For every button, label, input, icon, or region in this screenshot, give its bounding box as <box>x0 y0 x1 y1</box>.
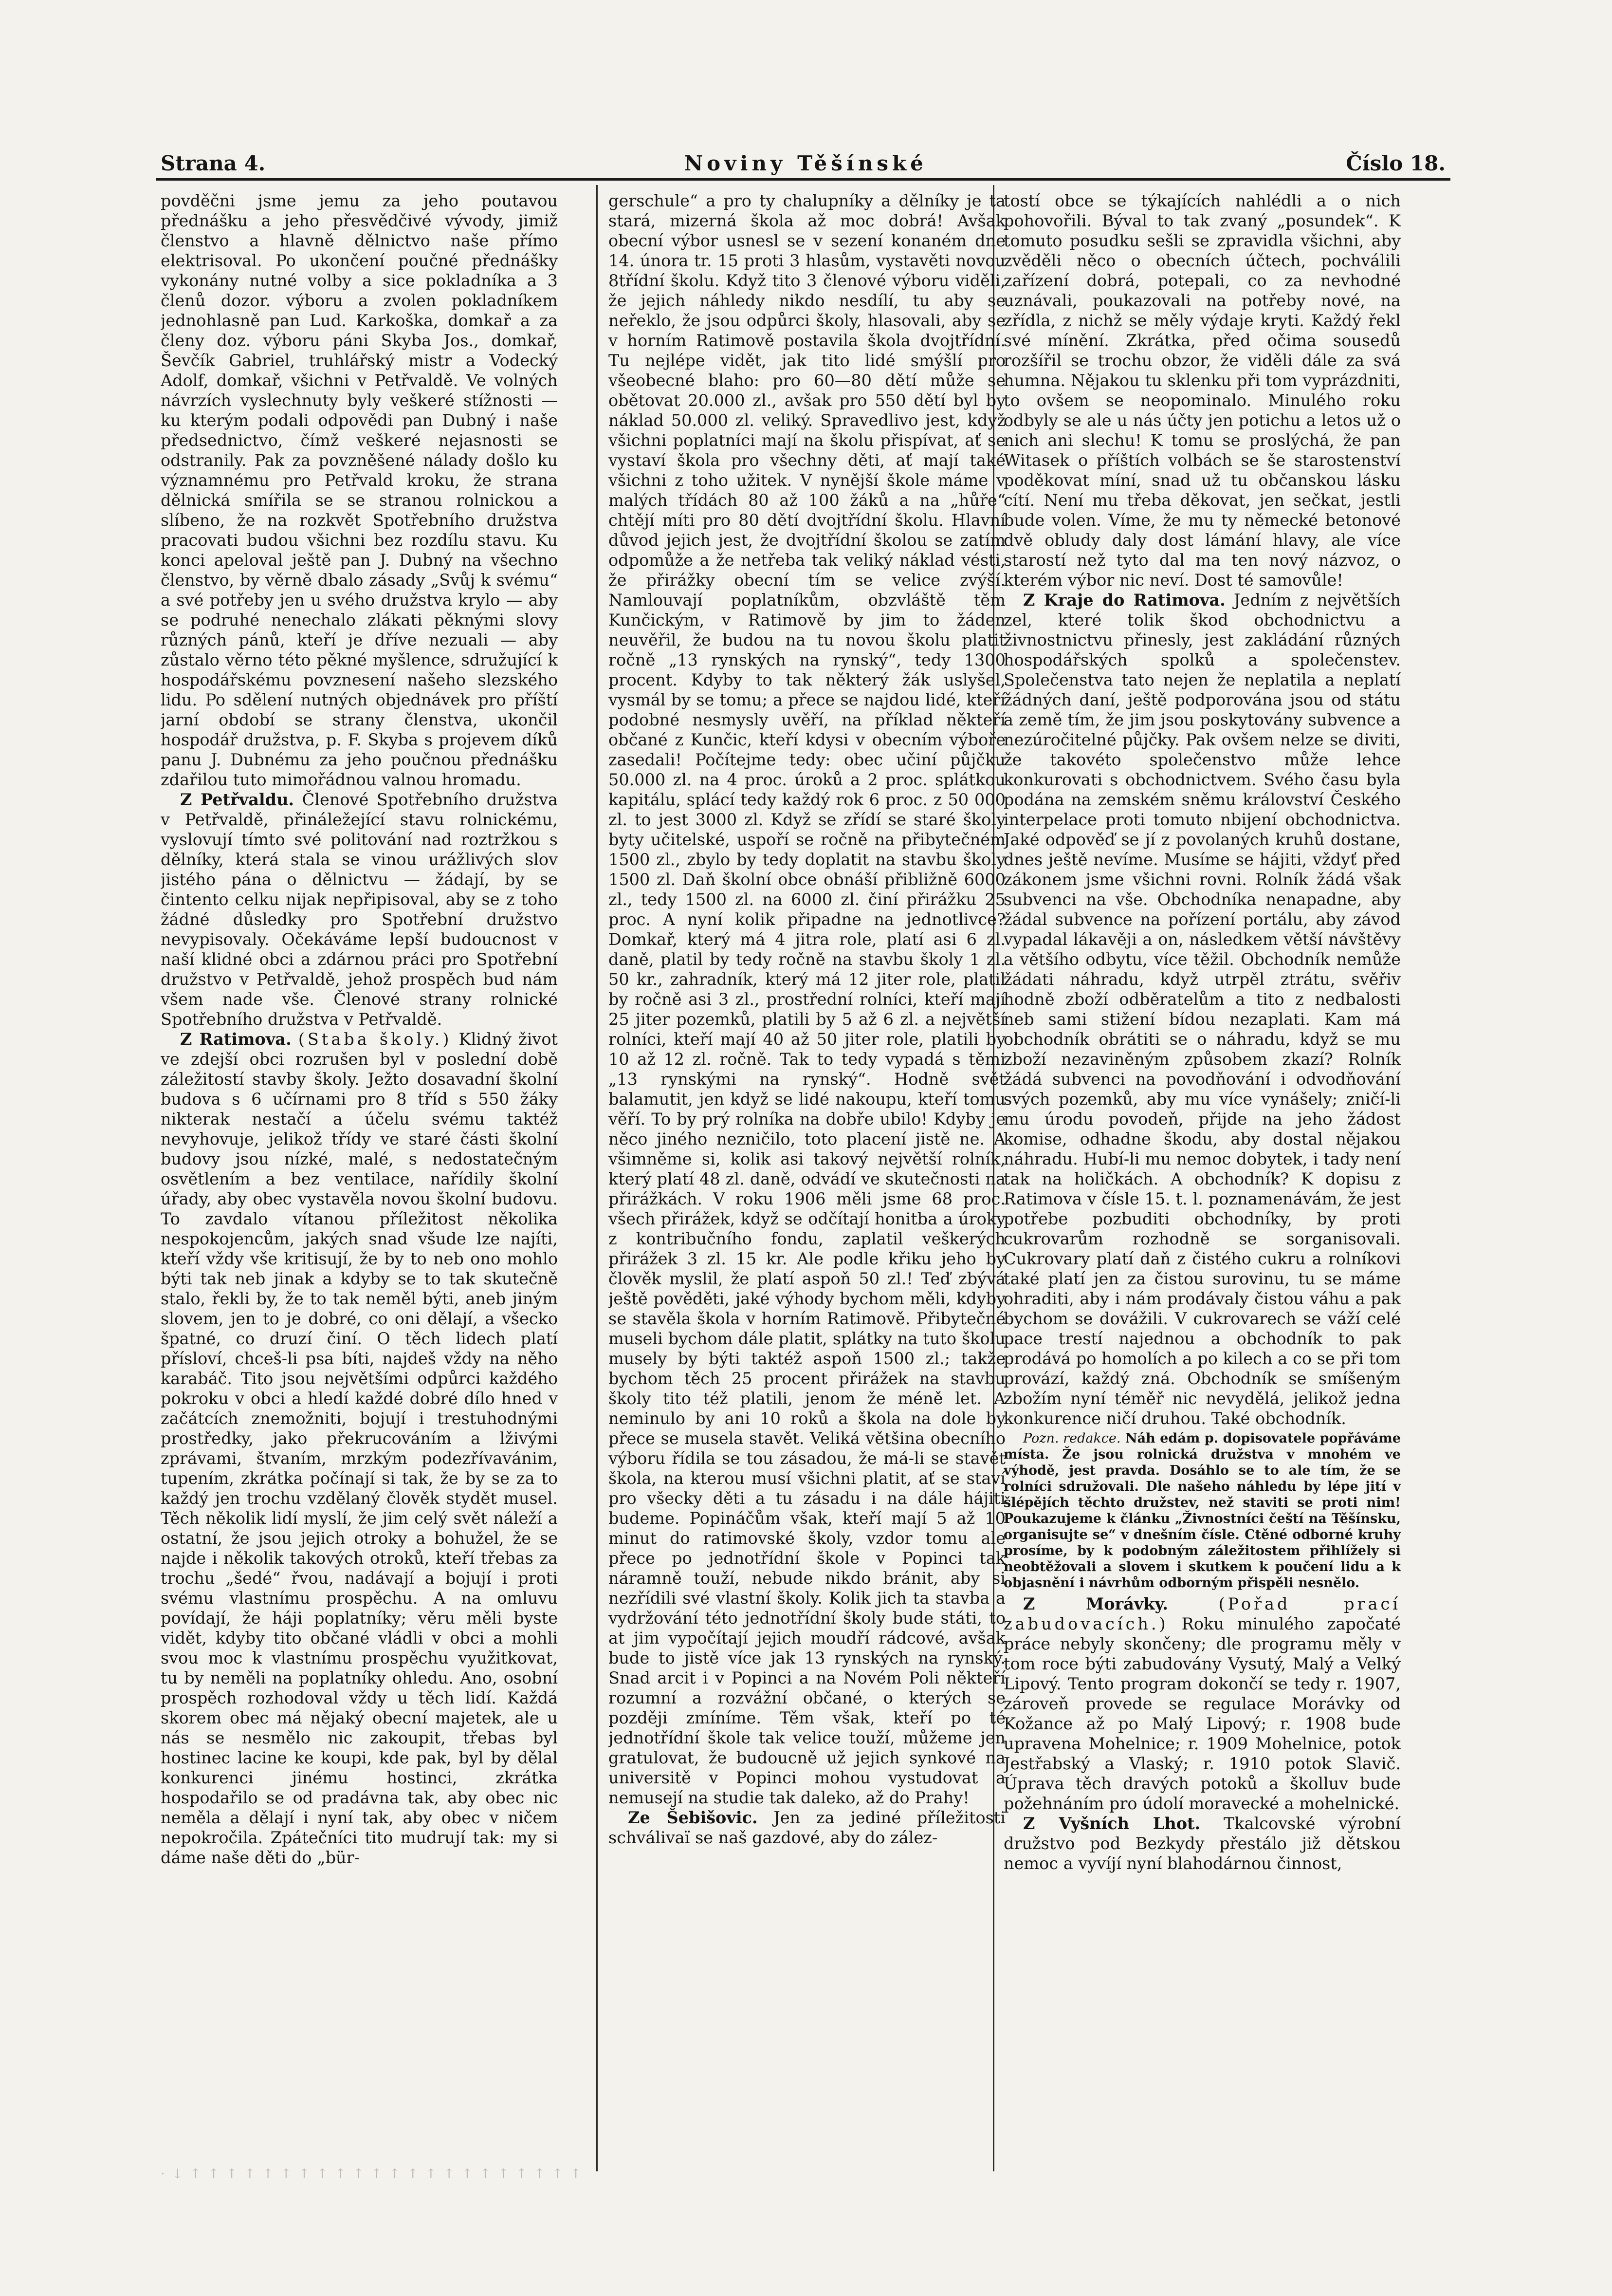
bleed-through-text: · ↓ ↑ ↑ ↑ ↑ ↑ ↑ ↑ ↑ ↑ ↑ ↑ ↑ ↑ ↑ ↑ ↑ ↑ ↑ ↑ ↑ ↑ ↑ <box>161 2166 583 2182</box>
newspaper-title: Noviny Těšínské <box>684 151 927 175</box>
article-body: Roku minulého započaté práce nebyly skončeny; dle programu měly v tom roce býti zabudovány Vysutý, Malý a Velký Lipový. Tento program dokončí se tedy r. 1907, zároveň provede se regulace Morávky od Kožance až po Malý Lipový; r. 1908 bude upravena Mohelnice; r. 1909 Mohelnice, potok Jestřabský a Vlaský; r. 1910 potok Slavič. Úprava těch dravých potoků a školluv bude požehnáním pro údolí moravecké a mohelnické. <box>1004 1614 1401 1813</box>
article-vysni-lhoty <box>1004 1814 1401 1873</box>
article-kraj-ratimov <box>1004 590 1401 1428</box>
page-header <box>161 146 1446 175</box>
column-1 <box>161 191 558 2163</box>
article-paragraph: povděčni jsme jemu za jeho poutavou přednášku a jeho přesvědčivé vývody, jimiž členstvo a hlavně dělnictvo naše přímo elektrisoval. Po ukončení poučné přednášky vykonány nutné volby a sice pokladníka a 3 členů dozor. výboru a zvolen pokladníkem jednohlasně pan Lud. Karkoška, domkař a za členy doz. výboru páni Skyba Jos., domkař, Ševčík Gabriel, truhlářský mistr a Vodecký Adolf, domkař, všichni v Petřvaldě. Ve volných návrzích vyslechnuty byly veškeré stížnosti — ku kterým podali odpovědi pan Dubný i naše předsednictvo, čímž veškeré nejasnosti se odstranily. Pak za povzněšené nálady došlo ku významnému pro Petřvald kroku, že strana dělnická smířila se se stranou rolnickou a slíbeno, že na rozkvět Spotřebního družstva pracovati budou všichni bez rozdílu stavu. Ku konci apeloval ještě pan J. Dubný na všechno členstvo, by věrně dbalo zásady „Svůj k svému“ a své potřeby jen u svého družstva krylo — aby se podruhé nenechalo zlákati pěknými slovy různých pánů, kteří je dříve nezuali — aby zůstalo věrno této pěkné myšlence, sdružující k hospodářskému povznesení našeho slezského lidu. Po sdělení nutných objednávek pro příští jarní období se strany členstva, ukončil hospodář družstva, p. F. Skyba s projevem díků panu J. Dubnému za jeho poučnou přednášku zdařilou tuto mimořádnou valnou hromadu. <box>161 191 558 789</box>
article-body: Tkalcovské výrobní družstvo pod Bezkydy přestálo již dětskou nemoc a vyvíjí nyní blahodárnou činnost, <box>1004 1814 1401 1873</box>
article-petrvald <box>161 790 558 1029</box>
article-subtitle: (Staba školy.) <box>298 1030 452 1049</box>
issue-number: Číslo 18. <box>1346 151 1446 175</box>
article-sebisovice <box>608 1808 1006 1848</box>
page-number: Strana 4. <box>161 151 266 175</box>
article-title: Ze Šebišovic. <box>628 1808 758 1827</box>
article-title: Z Vyšních Lhot. <box>1023 1814 1201 1833</box>
article-title: Z Petřvaldu. <box>180 790 294 809</box>
article-ratimov <box>161 1029 558 1868</box>
column-3 <box>1004 191 1401 2163</box>
article-paragraph: gerschule“ a pro ty chalupníky a dělníky je ta stará, mizerná škola až moc dobrá! Avšak obecní výbor usnesl se v sezení konaném dne 14. února tr. 15 proti 3 hlasům, vystavěti novou 8třídní školu. Když tito 3 členové výboru viděli, že jejich náhledy nikdo nesdílí, tu aby se neřeklo, že jsou odpůrci školy, hlasovali, aby se v horním Ratimově postavila škola dvojtřídní. Tu nejlépe vidět, jak tito lidé smýšlí pro všeobecné blaho: pro 60—80 dětí může se obětovat 20.000 zl., avšak pro 550 dětí byl by náklad 50.000 zl. veliký. Spravedlivo jest, když všichni poplatníci mají na školu přispívat, ať se vystaví škola pro všechny děti, ať mají také všichni z toho užitek. V nynější škole máme v malých třídách 80 až 100 žáků a na „hůře“ chtějí míti pro 80 dětí dvojtřídní školu. Hlavní důvod jejich jest, že dvojtřídní školou se zatím odpomůže a že netřeba tak veliký náklad vésti, že přirážky obecní tím se velice zvýší. Namlouvají poplatníkům, obzvláště těm Kunčickým, v Ratimově by jim to žáden neuvěřil, že budou na tu novou školu platit ročně „13 rynských na rynský“, tedy 1300 procent. Kdyby to tak některý žák uslyšel, vysmál by se tomu; a přece se najdou lidé, kteří podobné nesmysly uvěří, na příklad někteří občané z Kunčic, kteří kdysi v obecním výboře zasedali! Počítejme tedy: obec učiní půjčku 50.000 zl. na 4 proc. úroků a 2 proc. splátkou kapitálu, splácí tedy každý rok 6 proc. z 50 000 zl. to jest 3000 zl. Když se zřídí se staré školy byty učitelské, uspoří se ročně na přibytečném 1500 zl., zbylo by tedy doplatit na stavbu školy 1500 zl. Daň školní obce obnáší přibližně 6000 zl., tedy 1500 zl. na 6000 zl. činí přirážku 25 proc. A nyní kolik připadne na jednotlivce? Domkař, který má 4 jitra role, platí asi 6 zl. daně, platil by tedy ročně na stavbu školy 1 zl. 50 kr., zahradník, který má 12 jiter role, platil by ročně asi 3 zl., prostřední rolníci, kteří mají 25 jiter pozemků, platili by 5 až 6 zl. a největší rolníci, kteří mají 40 až 50 jiter role, platili by 10 až 12 zl. ročně. Tak to tedy vypadá s těmi „13 rynskými na rynský“. Hodně svět balamutit, jen když se lidé nakoupu, kteří tomu věří. To by prý rolníka na dobře ubilo! Kdyby je něco jiného nezničilo, toto placení jistě ne. A všimněme si, kolik asi takový největší rolník, který platí 48 zl. daně, odvádí ve skutečnosti na přirážkách. V roku 1906 měli jsme 68 proc. všech přirážek, když se odčítají honitba a úroky z kontribučního fondu, zaplatil veškerých přirážek 3 zl. 15 kr. Ale podle křiku jeho by člověk myslil, že platí aspoň 50 zl.! Teď zbývá ještě pověděti, jaké výhody bychom měli, kdyby se stavěla škola v horním Ratimově. Přibytečné museli bychom dále platit, splátky na tuto školu musely by býti taktéž aspoň 1500 zl.; takže bychom těch 25 procent přirážek na stavbu školy tito též platili, jenom že méně let. A neminulo by ani 10 roků a škola na dole by přece se musela stavět. Veliká většina obecního výboru řídila se tou zásadou, že má-li se stavět škola, na kterou musí všichni platit, ať se staví pro všecky děti a tu zásadu i na dále hájiti budeme. Popináčům však, kteří mají 5 až 10 minut do ratimovské školy, vzdor tomu ale přece po jednotřídní škole v Popinci tak náramně touží, nebude nikdo bránit, aby si nezřídili své vlastní školy. Kolik jich ta stavba a vydržování této jednotřídní školy bude státi, to at jim vypočítají jejich moudří rádcové, avšak bude to jistě více jak 13 rynských na rynský. Snad arcit i v Popinci a na Novém Poli někteří rozumní a rozvážní občané, o kterých se později zmíníme. Těm však, kteří po té jednotřídní škole tak velice touží, můžeme jen gratulovat, že budoucně už jejich synkové na universitě v Popinci mohou vystudovat a nemusejí na studie tak daleko, až do Prahy! <box>608 191 1006 1807</box>
column-divider-1 <box>596 185 598 2171</box>
article-body: Klidný život ve zdejší obci rozrušen byl v poslední době záležitostí stavby školy. Ježto dosavadní školní budova s 6 učírnami pro 8 tříd s 550 žáky nikterak nestačí a účelu svému taktéž nevyhovuje, jelikož třídy ve staré části školní budovy jsou nízké, malé, s nedostatečným osvětlením a bez ventilace, nařídily školní úřady, aby obec vystavěla novou školní budovu. To zavdalo vítanou příležitost několika nespokojencům, jakých snad všude lze najíti, kteří vždy vše kritisují, že by to neb ono mohlo býti tak neb jinak a kdyby se to tak skutečně stalo, řekli by, že to tak neměl býti, aneb jiným slovem, jen to je dobré, co oni dělají, a všecko špatné, co druzí činí. O těch lidech platí přísloví, chceš-li psa bíti, najdeš vždy na něho karabáč. Tito jsou největšími odpůrci každého pokroku v obci a hledí každé dobré dílo hned v začátcích znemožniti, bojují i trestuhodnými prostředky, jako překrucováním a lživými zprávami, štvaním, mrzkým podezřívavánim, tupením, zkrátka počínají si tak, že by se za to každý jen trochu vzdělaný člověk stydět musel. Těch několik lidí myslí, že jim celý svět náleží a ostatní, že jsou jejich otroky a bohužel, že se najde i několik takových otroků, kteří třebas za trochu „šedé“ řvou, nadávají a bojují i proti svému vlastnímu prospěchu. A na omluvu povídají, že háji poplatníky; věru měli byste vidět, kdyby tito občané vládli v obci a mohli svou moc k vlastnímu prospěchu využitkovat, tu by neměli na poplatníky ohledu. Ano, osobní prospěch rozhodoval vždy u těch lidí. Každá skorem obec má nějaký obecní majetek, ale u nás se nesmělo nic zakoupit, třebas byl hostinec lacine ke koupi, kde pak, byl by dělal konkurenci jinému hostinci, zkrátka hospodařilo se od pradávna tak, aby obec nic neměla a dělají i nyní tak, aby obec v ničem nepokročila. Zpátečníci tito mudrují tak: my si dáme naše děti do „bür- <box>161 1030 558 1867</box>
note-body: Náh edám p. dopisovatele popřáváme místa. Že jsou rolnická družstva v mnohém ve výhodě, jest pravda. Dosáhlo se to ale tím, že se rolníci sdružovali. Dle našeho náhledu by lépe jití v šlépějích těchto družstev, než staviti se proti nim! Poukazujeme k článku „Živnostníci čeští na Těšínsku, organisujte se“ v dnešním čísle. Ctěné odborné kruhy prosíme, by k podobným záležitostem přihlížely si neobtěžovali a slovem i skutkem k poučení lidu a k objasnění i návrhům odborným přispěli nesnělo. <box>1004 1431 1401 1591</box>
column-2 <box>608 191 1006 2163</box>
article-moravka <box>1004 1594 1401 1814</box>
article-title: Z Kraje do Ratimova. <box>1023 591 1226 610</box>
article-subtitle: (Pořad prací zabudovacích.) <box>1004 1594 1401 1633</box>
header-rule <box>156 178 1450 181</box>
article-title: Z Ratimova. <box>180 1030 292 1049</box>
note-label: Pozn. redakce. <box>1023 1431 1121 1446</box>
article-body: Členové Spotřebního družstva v Petřvaldě, přináležející stavu rolnickému, vyslovují tímto své politování nad roztržkou s dělníky, která stala se vinou urážlivých slov jistého pána o dělnictvu — žádají, by se čintento celku nijak nepřipisoval, aby se z toho žádné důsledky pro Spotřební družstvo nevypisovaly. Očekáváme lepší budoucnost v naší klidné obci a zdárnou práci pro Spotřební družstvo v Petřvaldě, jehož prospěch bud nám všem nade vše. Členové strany rolnické Spotřebního družstva v Petřvaldě. <box>161 790 558 1029</box>
article-body: Jedním z největších zel, které tolik škod obchodnictvu a živnostnictvu přinesly, jest zakládání různých hospodářských spolků a společenstev. Společenstva tato nejen že neplatila a neplatí žádných daní, ještě podporována jsou od státu a země tím, že jim jsou poskytovány subvence a nezúročitelné půjčky. Pak ovšem nelze se diviti, že takovéto společenstvo může lehce konkurovati s obchodnictvem. Svého času byla podána na zemském sněmu království Českého interpelace proti tomuto nbijení obchodnictva. Jaké odpověď se jí z povolaných kruhů dostane, dnes ještě nevíme. Musíme se hájiti, vždyť před zákonem jsme všichni rovni. Rolník žádá však subvenci na vše. Obchodníka nenapadne, aby žádal subvence na pořízení portálu, aby závod vypadal lákavěji a on, následkem větší návštěvy a většího odbytu, více těžil. Obchodník nemůže žádati náhradu, když utrpěl ztrátu, svěřiv hodně zboží odběratelům a tito z nedbalosti neb sami stižení bídou nezaplati. Kam má obchodník obrátiti se o náhradu, když se mu zboží nezaviněným způsobem zkazí? Rolník žádá subvenci na povodňování i odvodňování svých pozemků, aby mu více vynášely; zničí-li mu úrodu povodeň, přijde na jeho žádost komise, odhadne škodu, aby dostal nějakou náhradu. Hubí-li mu nemoc dobytek, i tady není tak na holičkách. A obchodník? K dopisu z Ratimova v čísle 15. t. l. poznamenávám, že jest potřebe pozbuditi obchodníky, by proti cukrovarům rozhodně se sorganisovali. Cukrovary platí daň z čistého cukru a rolníkovi také platí jen za čistou surovinu, tu se máme ohraditi, aby i nám prodávaly čistou váhu a pak bychom se dovážili. V cukrovarech se váží celé pace trestí najednou a obchodník to pak prodává po homolích a po kilech a co se při tom provází, každý zná. Obchodník se smíšeným zbožím nyní téměř nic nevydělá, jelikož jedna konkurence ničí druhou. Také obchodník. <box>1004 591 1401 1428</box>
editorial-note <box>1004 1430 1401 1591</box>
article-paragraph: tostí obce se týkajících nahlédli a o nich pohovořili. Býval to tak zvaný „posundek“. K tomuto posudku sešli se zpravidla všichni, aby zvěděli něco o obecních účtech, pochválili zařízení dobrá, potepali, co za nevhodné uznávali, poukazovali na potřeby nové, na zřídla, z nichž se měly výdaje kryti. Každý řekl své mínění. Zkrátka, před očima sousedů rozšířil se trochu obzor, že viděli dále za svá humna. Nějakou tu sklenku při tom vyprázdniti, to ovšem se neopominalo. Minulého roku odbyly se ale u nás účty jen potichu a letos už o nich ani slechu! K tomu se proslýchá, že pan Witasek o příštích volbách se še starostenství poděkovat míní, snad už tu občanskou lásku cítí. Není mu třeba děkovat, jen sečkat, jestli bude volen. Víme, že mu ty německé betonové dvě obludy daly dost lámání hlavy, ale více starostí než tyto dal ma ten nový názvoz, o kterém výbor nic neví. Dost té samovůle! <box>1004 191 1401 590</box>
article-body: Jen za jediné příležitosti schválivaï se naš gazdové, aby do zález- <box>608 1808 1006 1847</box>
article-title: Z Morávky. <box>1023 1594 1168 1613</box>
